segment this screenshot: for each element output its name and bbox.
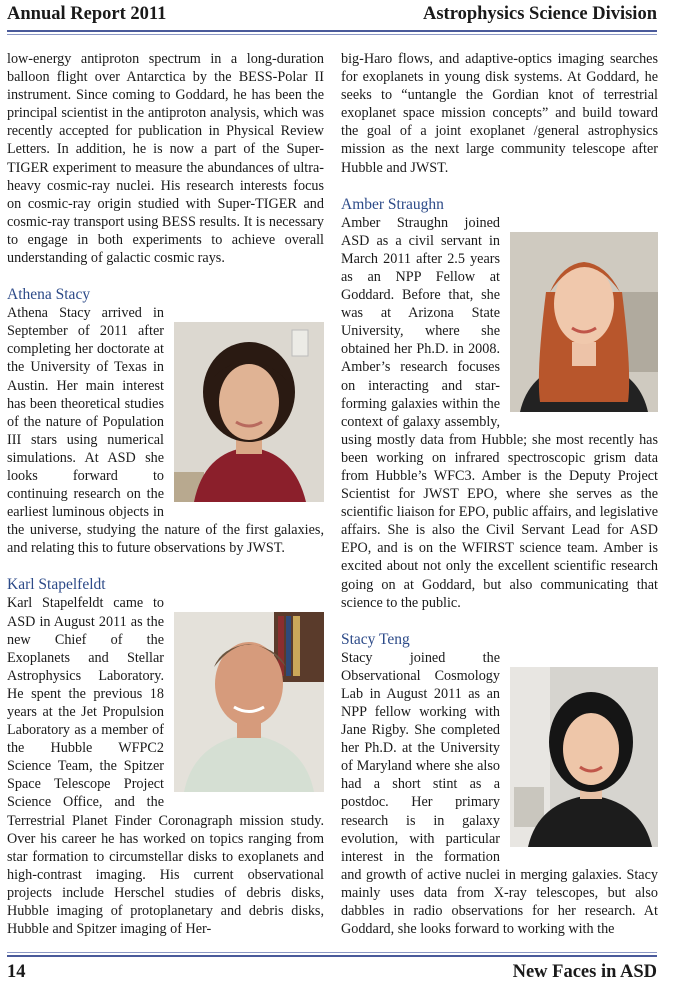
footer-rule-thin bbox=[7, 952, 657, 953]
page-number: 14 bbox=[7, 962, 26, 982]
header-rule-thin bbox=[7, 34, 657, 35]
karl-stapelfeldt-heading: Karl Stapelfeldt bbox=[7, 576, 106, 594]
header-rule bbox=[7, 30, 657, 32]
karl-stapelfeldt-body: Karl Stapelfeldt came to ASD in August 2011 as the new Chief of the Exoplanets and Stellar Astrophysics Laboratory. He spent the previous 18 years at the Jet Propulsion Laboratory as a member of the Hubble WFPC2 Science Team, the Spitzer Space Telescope Project Science Office, and the Terrestrial Planet Finder Coronagraph mission study. Over his career he has worked on topics ranging from star formation to circumstellar disks to exoplanets and high-contrast imaging. His current observational projects include Herschel studies of debris disks, Hubble imaging of protoplanetary and debris disks, Hubble and Spitzer imaging of Her- bbox=[7, 595, 324, 938]
amber-straughn-heading: Amber Straughn bbox=[341, 195, 444, 213]
report-title: Annual Report 2011 bbox=[7, 4, 167, 24]
left-column bbox=[7, 50, 324, 938]
page-header bbox=[7, 4, 657, 28]
section-title: New Faces in ASD bbox=[512, 962, 657, 982]
athena-stacy-heading: Athena Stacy bbox=[7, 286, 91, 304]
stacy-teng-heading: Stacy Teng bbox=[341, 630, 410, 648]
division-title: Astrophysics Science Division bbox=[422, 4, 657, 24]
stapelfeldt-continuation: big-Haro flows, and adaptive-optics imaging searches for exoplanets in young disk systems. At Goddard, he seeks to “untangle the Gordian knot of terrestrial exoplanet space mission concepts” and build toward the goal of a joint exoplanet /general astrophysics mission as the next large community telescope after Hubble and JWST. bbox=[341, 51, 658, 176]
right-column bbox=[341, 50, 658, 938]
amber-straughn-photo bbox=[510, 232, 658, 412]
amber-straughn-body: Amber Straughn joined ASD as a civil servant in March 2011 after 2.5 years as an NPP Fellow at Goddard. Before that, she was at Arizona State University, where she obtained her Ph.D. in 2008. Amber’s research focuses on interacting and star-forming galaxies within the context of galaxy assembly, using mostly data from Hubble; she most recently has been working on infrared spectroscopic grism data from Hubble’s WFC3. Amber is the Deputy Project Scientist for JWST EPO, where she serves as the scientific liaison for EPO, public affairs, and legislative affairs. She is also the Civil Servant Lead for ASD EPO, and is on the WFIRST science team. Amber is excited about not only the excellent scientific research going on at Goddard, but also communicating that science to the public. bbox=[341, 214, 658, 611]
intro-paragraph: low-energy antiproton spectrum in a long-duration balloon flight over Antarctica by the BESS-Polar II instrument. Since coming to Goddard, he has been the principal scientist in the antiproton analysis, which was recently accepted for publication in Physical Review Letters. In addition, he is now a part of the Super-TIGER experiment to measure the abundances of ultra-heavy cosmic-ray nuclei. His research interests focus on cosmic-ray origin studied with Super-TIGER and cosmic-ray transport using BESS results. It is necessary to engage in both experiments to achieve overall understanding of galactic cosmic rays. bbox=[7, 51, 324, 267]
athena-stacy-photo bbox=[174, 322, 324, 502]
footer-rule bbox=[7, 955, 657, 957]
athena-stacy-body: Athena Stacy arrived in September of 2011 after completing her doctorate at the University of Texas in Austin. Her main interest has been theoretical studies of the nature of Population III stars using numerical simulations. At ASD she looks forward to continuing research on the earliest luminous objects in the universe, studying the nature of the first galaxies, and relating this to future observations by JWST. bbox=[7, 305, 324, 557]
stacy-teng-body: Stacy joined the Observational Cosmology Lab in August 2011 as an NPP fellow working with Jane Rigby. She completed her Ph.D. at the University of Maryland where she also had a short stint as a postdoc. Her primary research is in galaxy evolution, with particular interest in the formation and growth of active nuclei in merging galaxies. Stacy mainly uses data from X-ray telescopes, but also dabbles in radio observations for her research. At Goddard, she looks forward to working with the bbox=[341, 649, 658, 938]
stacy-teng-photo bbox=[510, 667, 658, 847]
karl-stapelfeldt-photo bbox=[174, 612, 324, 792]
